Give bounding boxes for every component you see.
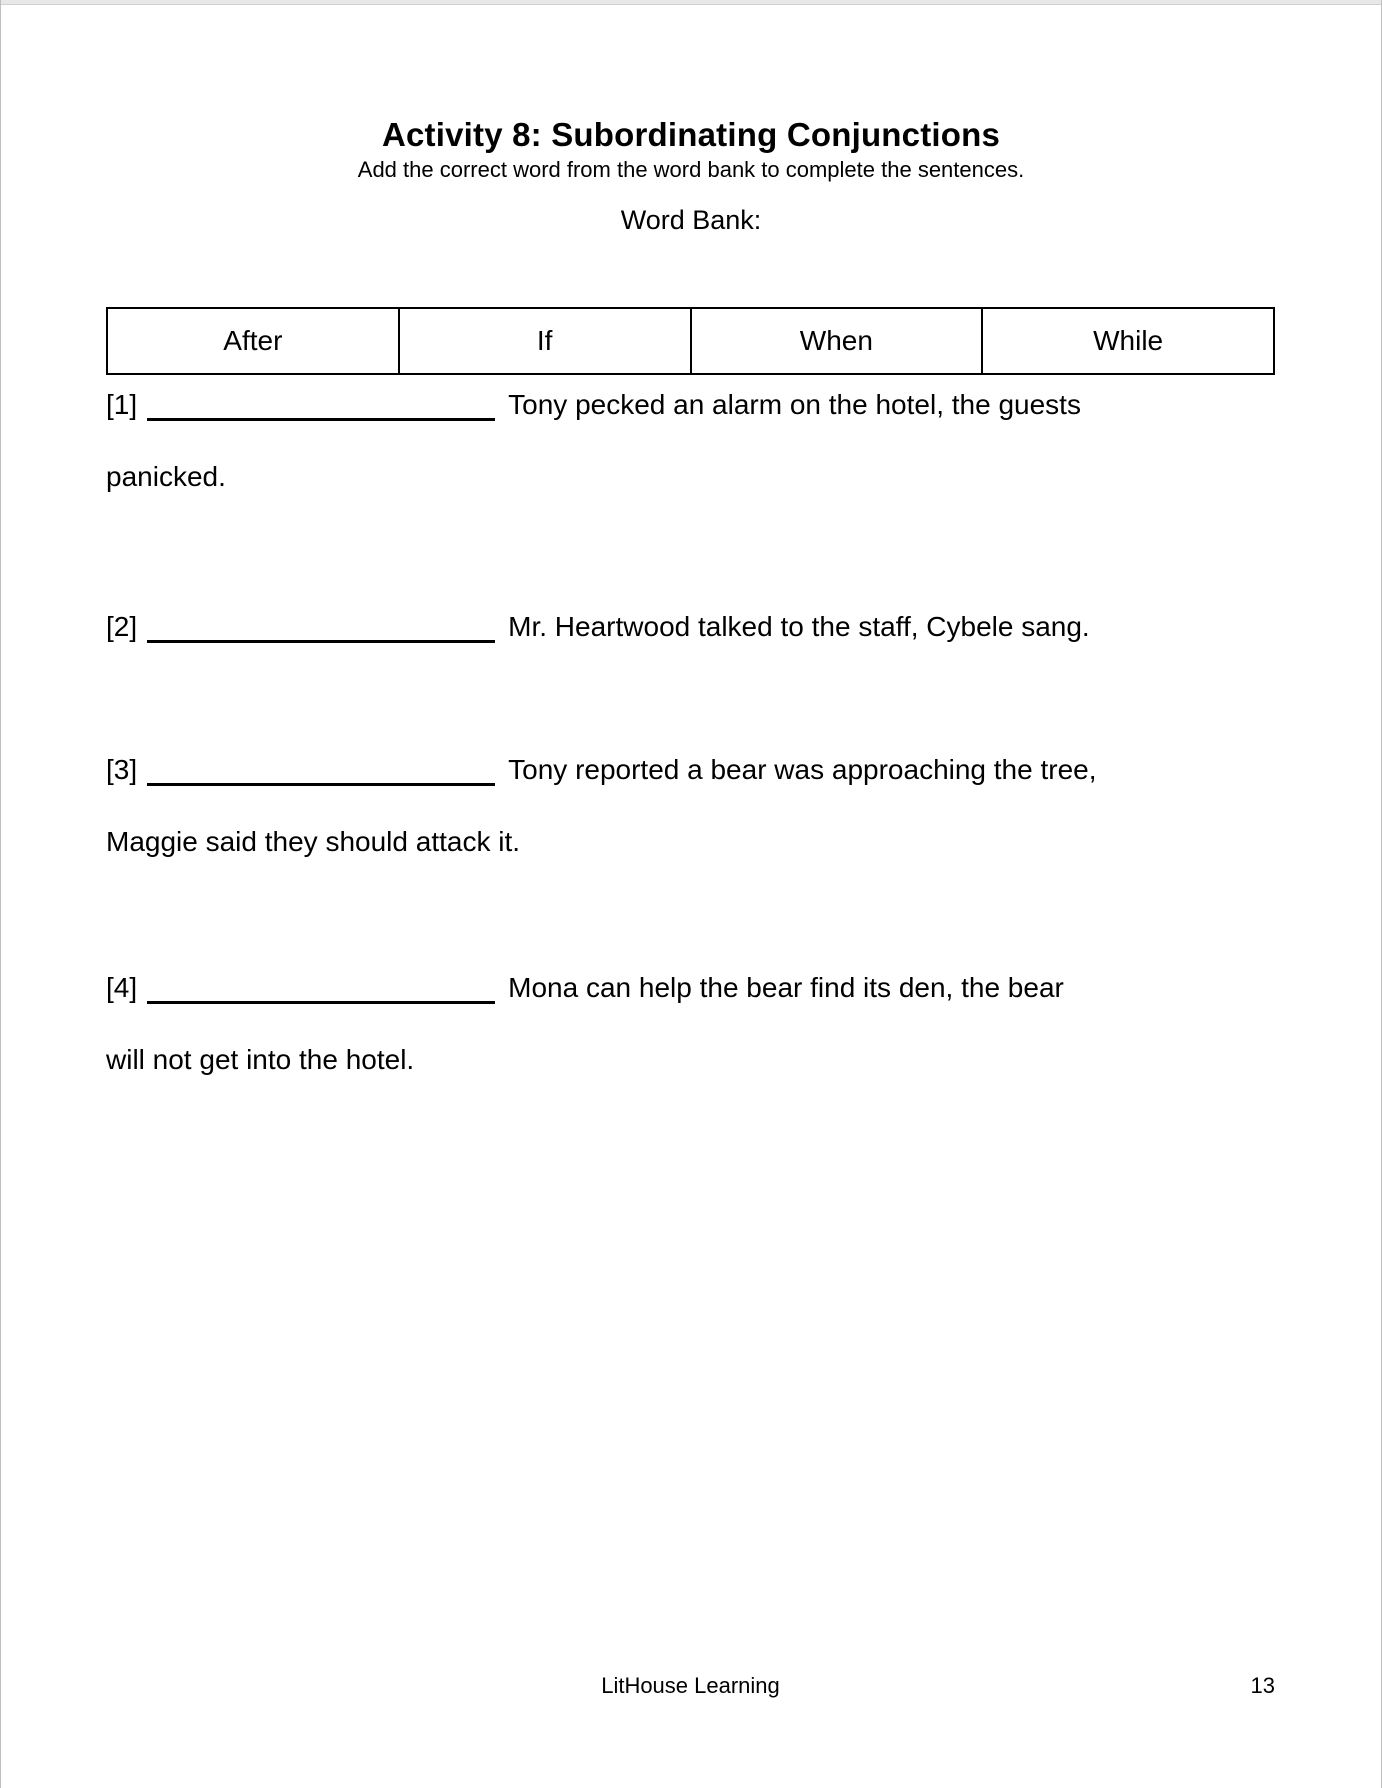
- question-4-text: Mona can help the bear find its den, the bear: [508, 972, 1064, 1003]
- word-bank-cell: When: [690, 309, 982, 373]
- question-3-line-2: Maggie said they should attack it.: [106, 826, 521, 857]
- question-4-line-1: [106, 966, 1306, 1010]
- question-3-blank: [147, 773, 495, 786]
- word-bank-label: Word Bank:: [620, 205, 762, 235]
- question-1-line-1: [106, 383, 1306, 427]
- question-4-line-2: will not get into the hotel.: [106, 1044, 415, 1075]
- question-4-blank: [147, 991, 495, 1004]
- word-bank-cell: If: [398, 309, 690, 373]
- question-2-text: Mr. Heartwood talked to the staff, Cybele sang.: [508, 611, 1090, 642]
- page-title: Activity 8: Subordinating Conjunctions: [381, 116, 1001, 153]
- question-1-blank: [147, 408, 495, 421]
- instructions-text: Add the correct word from the word bank to complete the sentences.: [357, 157, 1025, 182]
- question-4-number: [4]: [106, 972, 138, 1003]
- question-1-text: Tony pecked an alarm on the hotel, the guests: [508, 389, 1081, 420]
- question-2-line-1: [106, 605, 1306, 649]
- question-1-line-2: panicked.: [106, 461, 226, 492]
- word-bank-cell: After: [223, 325, 283, 356]
- word-bank-cell: While: [981, 309, 1273, 373]
- page-footer: [106, 1670, 1275, 1702]
- footer-brand: LitHouse Learning: [601, 1673, 780, 1698]
- question-2-number: [2]: [106, 611, 138, 642]
- word-bank-table: [106, 307, 1275, 375]
- question-3-number: [3]: [106, 754, 138, 785]
- viewer-left-edge: [0, 0, 1, 1788]
- question-3-text: Tony reported a bear was approaching the tree,: [508, 754, 1097, 785]
- viewer-top-edge: [0, 0, 1382, 5]
- footer-page-number: 13: [1250, 1673, 1275, 1698]
- question-1-number: [1]: [106, 389, 138, 420]
- question-2-blank: [147, 630, 495, 643]
- question-3-line-1: [106, 748, 1306, 792]
